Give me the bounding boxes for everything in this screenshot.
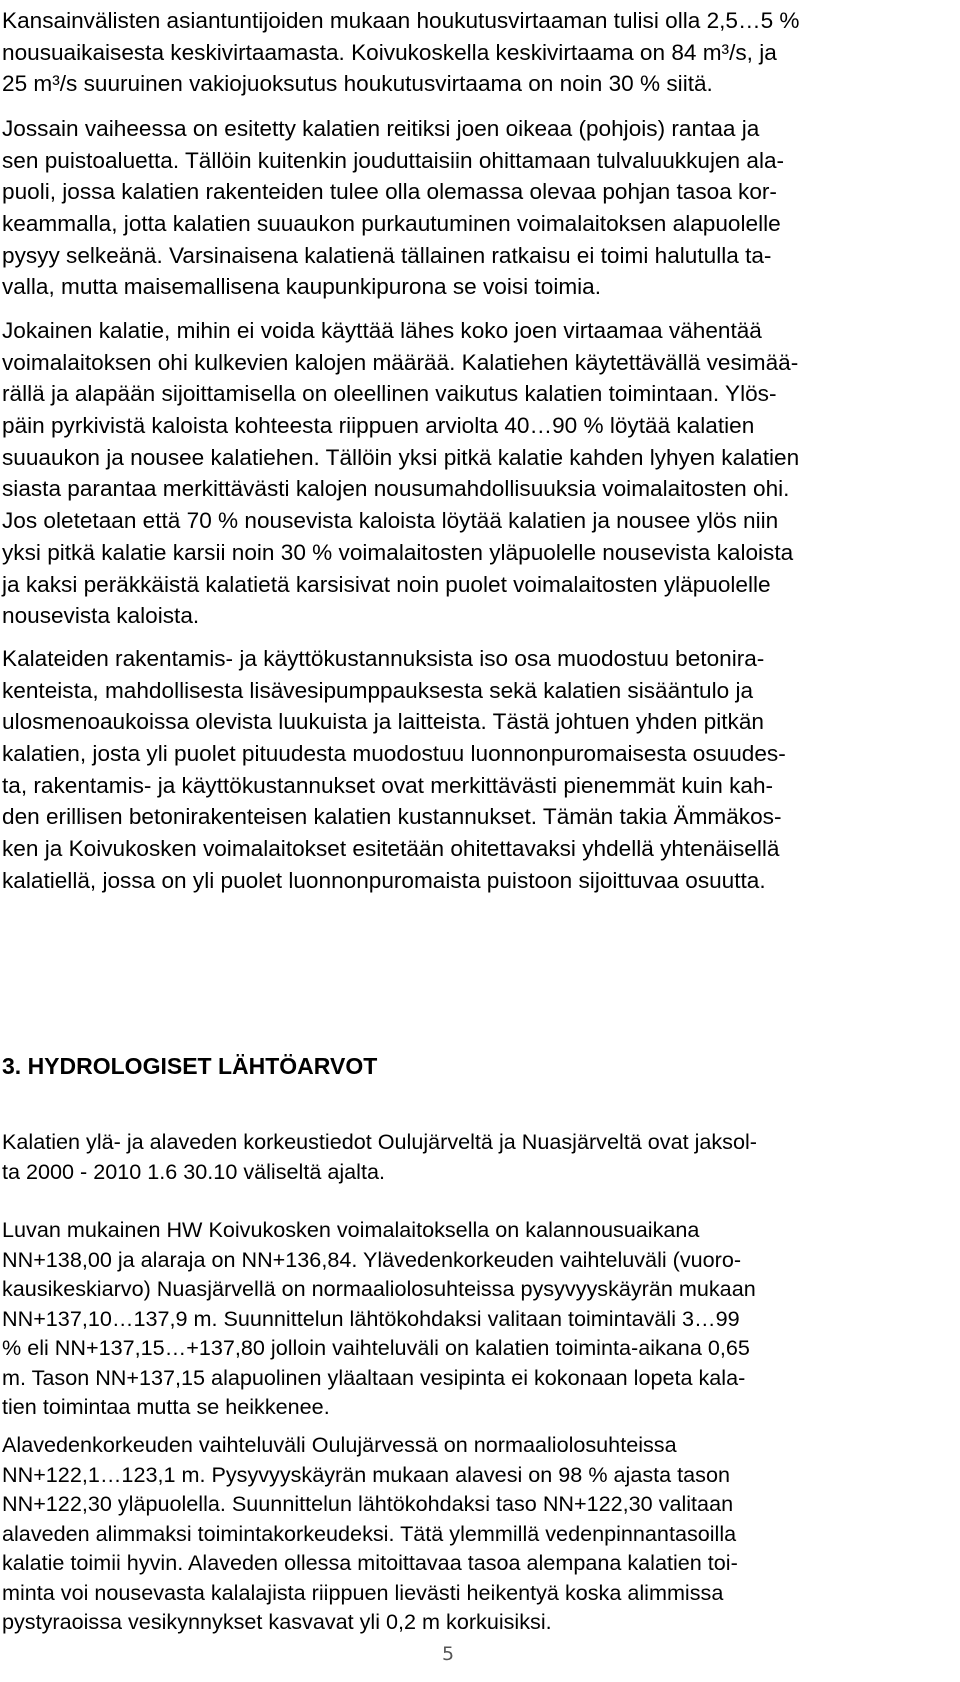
text-line: kalatiellä, jossa on yli puolet luonnonpuromaista puistoon sijoittuvaa osuutta. xyxy=(2,867,766,893)
text-line: Jossain vaiheessa on esitetty kalatien reitiksi joen oikeaa (pohjois) rantaa ja xyxy=(2,116,760,141)
text-line: kenteista, mahdollisesta lisävesipumppauksesta sekä kalatien sisääntulo ja xyxy=(2,677,754,703)
paragraph-right-bank xyxy=(2,113,784,303)
text-line: tien toimintaa mutta se heikkenee. xyxy=(2,1394,330,1419)
text-line: Luvan mukainen HW Koivukosken voimalaitoksella on kalannousuaikana xyxy=(2,1217,700,1242)
text-line: ulosmenoaukoissa olevista luukuista ja laitteista. Tästä johtuen yhden pitkän xyxy=(2,709,764,735)
text-line: rällä ja alapään sijoittamisella on oleellinen vaikutus kalatien toimintaan. Ylös- xyxy=(2,381,777,407)
text-line: puoli, jossa kalatien rakenteiden tulee olla olemassa olevaa pohjan tasoa kor- xyxy=(2,179,777,205)
text-line: pystyraoissa vesikynnykset kasvavat yli 0,2 m korkuisiksi. xyxy=(2,1609,552,1634)
text-line: alaveden alimmaksi toimintakorkeudeksi. Tätä ylemmillä vedenpinnantasoilla xyxy=(2,1520,737,1546)
text-line: den erillisen betonirakenteisen kalatien kustannukset. Tämän takia Ämmäkos- xyxy=(2,804,782,830)
text-line: m. Tason NN+137,15 alapuolinen yläaltaan vesipinta ei kokonaan lopeta kala- xyxy=(2,1364,746,1390)
text-line: NN+122,30 yläpuolella. Suunnittelun lähtökohdaksi taso NN+122,30 valitaan xyxy=(2,1491,734,1516)
text-line: nousevista kaloista. xyxy=(2,603,200,629)
section-heading: 3. HYDROLOGISET LÄHTÖARVOT xyxy=(2,1053,378,1079)
text-line: ta, rakentamis- ja käyttökustannukset ovat merkittävästi pienemmät kuin kah- xyxy=(2,772,774,798)
text-line: kalatie toimii hyvin. Alaveden ollessa mitoittavaa tasoa alempana kalatien toi- xyxy=(2,1550,738,1575)
text-line: keammalla, jotta kalatien suuaukon purkautuminen voimalaitoksen alapuolelle xyxy=(2,211,781,237)
text-line: Kalateiden rakentamis- ja käyttökustannuksista iso osa muodostuu betonira- xyxy=(2,646,765,671)
text-line: siasta parantaa merkittävästi kalojen nousumahdollisuuksia voimalaitosten ohi. xyxy=(2,476,790,502)
paragraph-costs xyxy=(2,643,786,897)
text-line: valla, mutta maisemallisena kaupunkipurona se voisi toimia. xyxy=(2,274,602,300)
paragraph-flow-intro xyxy=(2,5,800,100)
page-number: 5 xyxy=(441,1643,455,1665)
text-line: NN+137,10…137,9 m. Suunnittelun lähtökohdaksi valitaan toimintaväli 3…99 xyxy=(2,1305,740,1331)
text-line: kausikeskiarvo) Nuasjärvellä on normaaliolosuhteissa pysyvyyskäyrän mukaan xyxy=(2,1276,756,1301)
text-line: Jos oletetaan että 70 % nousevista kaloista löytää kalatien ja nousee ylös niin xyxy=(2,508,779,534)
text-line: sen puistoaluetta. Tällöin kuitenkin jouduttaisiin ohittamaan tulvaluukkujen ala- xyxy=(2,147,785,173)
text-line: minta voi nousevasta kalalajista riippuen lievästi heikentyä koska alimmissa xyxy=(2,1579,724,1605)
text-line: kalatien, josta yli puolet pituudesta muodostuu luonnonpuromaisesta osuudes- xyxy=(2,741,786,767)
text-line: suuaukon ja nousee kalatiehen. Tällöin yksi pitkä kalatie kahden lyhyen kalatien xyxy=(2,444,800,470)
text-line: Kansainvälisten asiantuntijoiden mukaan houkutusvirtaaman tulisi olla 2,5…5 % xyxy=(2,8,800,33)
text-line: Alavedenkorkeuden vaihteluväli Oulujärvessä on normaaliolosuhteissa xyxy=(2,1432,677,1457)
text-line: Kalatien ylä- ja alaveden korkeustiedot Oulujärveltä ja Nuasjärveltä ovat jaksol- xyxy=(2,1129,757,1154)
text-line: NN+138,00 ja alaraja on NN+136,84. Ylävedenkorkeuden vaihteluväli (vuoro- xyxy=(2,1246,742,1272)
paragraph-upper-water xyxy=(2,1215,756,1422)
text-line: ja kaksi peräkkäistä kalatietä karsisivat noin puolet voimalaitosten yläpuolelle xyxy=(2,571,771,597)
paragraph-lower-water xyxy=(2,1430,738,1637)
paragraph-water-level-data xyxy=(2,1127,757,1186)
text-line: voimalaitoksen ohi kulkevien kalojen määrää. Kalatiehen käytettävällä vesimää- xyxy=(2,349,799,375)
text-line: NN+122,1…123,1 m. Pysyvyyskäyrän mukaan alavesi on 98 % ajasta tason xyxy=(2,1461,730,1487)
text-line: Jokainen kalatie, mihin ei voida käyttää lähes koko joen virtaamaa vähentää xyxy=(2,318,762,343)
text-line: 25 m³/s suuruinen vakiojuoksutus houkutusvirtaama on noin 30 % siitä. xyxy=(2,71,713,97)
text-line: ken ja Koivukosken voimalaitokset esitetään ohitettavaksi yhdellä yhtenäisellä xyxy=(2,836,780,862)
paragraph-fishway-share xyxy=(2,315,799,632)
text-line: yksi pitkä kalatie karsii noin 30 % voimalaitosten yläpuolelle nousevista kaloista xyxy=(2,539,794,565)
text-line: ta 2000 - 2010 1.6 30.10 väliseltä ajalta. xyxy=(2,1158,385,1184)
text-line: nousuaikaisesta keskivirtaamasta. Koivukoskella keskivirtaama on 84 m³/s, ja xyxy=(2,39,777,65)
text-line: päin pyrkivistä kaloista kohteesta riippuen arviolta 40…90 % löytää kalatien xyxy=(2,413,755,439)
text-line: pysyy selkeänä. Varsinaisena kalatienä tällainen ratkaisu ei toimi halutulla ta- xyxy=(2,242,772,268)
text-line: % eli NN+137,15…+137,80 jolloin vaihteluväli on kalatien toiminta-aikana 0,65 xyxy=(2,1335,750,1360)
